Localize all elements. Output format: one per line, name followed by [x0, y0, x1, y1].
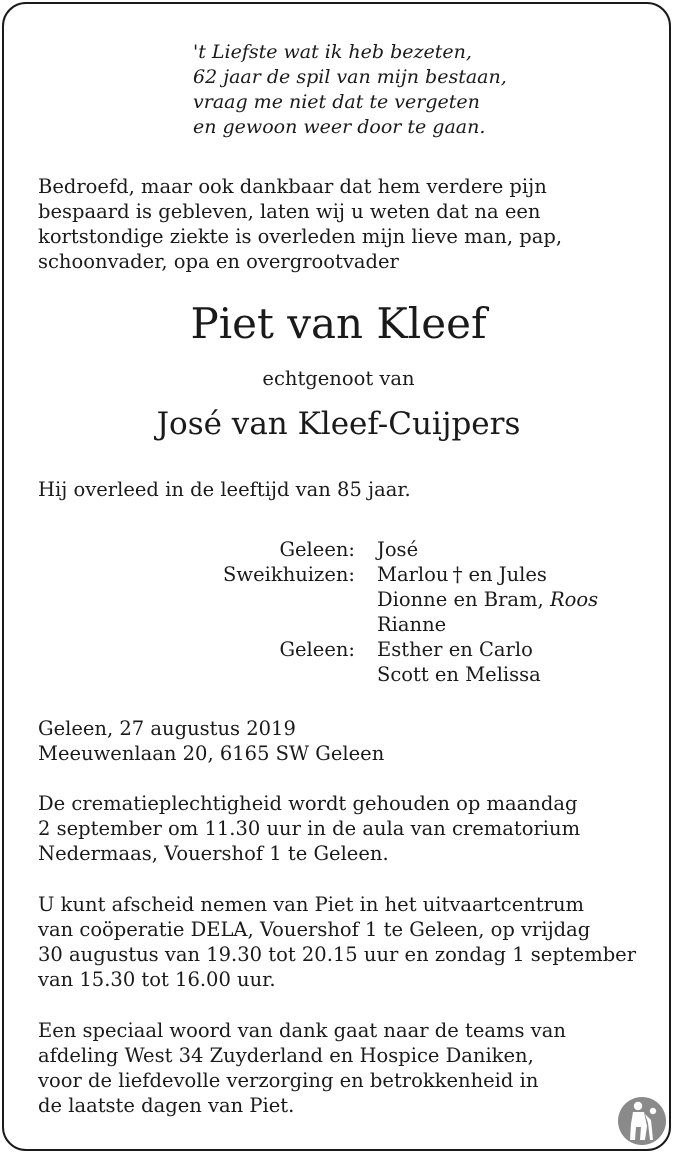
family-names: José: [377, 538, 419, 561]
thanks-line: afdeling West 34 Zuyderland en Hospice Daniken,: [38, 1044, 534, 1067]
family-place: Geleen:: [279, 638, 355, 661]
family-row: [0, 637, 677, 662]
ceremony-line: Nedermaas, Vouershof 1 te Geleen.: [38, 842, 389, 865]
cross-icon: †: [452, 562, 463, 586]
family-row: [0, 537, 677, 562]
poem: [193, 40, 507, 140]
family-row: [0, 612, 677, 637]
farewell-line: van 15.30 tot 16.00 uur.: [38, 968, 276, 991]
family-names: [377, 587, 598, 612]
address-line: Meeuwenlaan 20, 6165 SW Geleen: [38, 742, 385, 765]
intro-line: kortstondige ziekte is overleden mijn lieve man, pap,: [38, 225, 563, 248]
farewell-line: van coöperatie DELA, Vouershof 1 te Geleen, op vrijdag: [38, 918, 591, 941]
family-row: [0, 562, 677, 587]
place-date-line: Geleen, 27 augustus 2019: [38, 717, 296, 740]
ceremony-line: 2 september om 11.30 uur in de aula van crematorium: [38, 817, 581, 840]
relation-label: echtgenoot van: [262, 367, 415, 390]
intro-line: bespaard is gebleven, laten wij u weten dat na een: [38, 200, 541, 223]
family-name: en Jules: [468, 563, 547, 586]
ceremony-paragraph: [38, 791, 580, 866]
mourning-figure-icon: [617, 1096, 667, 1146]
family-place: Sweikhuizen:: [223, 563, 355, 586]
family-name-italic: Roos: [549, 588, 599, 611]
age-text: Hij overleed in de leeftijd van 85 jaar.: [38, 478, 411, 501]
intro-line: Bedroefd, maar ook dankbaar dat hem verdere pijn: [38, 175, 547, 198]
thanks-line: voor de liefdevolle verzorging en betrokkenheid in: [38, 1069, 539, 1092]
farewell-paragraph: [38, 892, 636, 992]
thanks-line: de laatste dagen van Piet.: [38, 1094, 295, 1117]
ceremony-line: De crematieplechtigheid wordt gehouden op maandag: [38, 792, 578, 815]
farewell-line: 30 augustus van 19.30 tot 20.15 uur en zondag 1 september: [38, 943, 637, 966]
family-row: [0, 587, 677, 612]
place-date: [38, 716, 384, 766]
poem-line: 62 jaar de spil van mijn bestaan,: [193, 66, 507, 88]
family-list: [0, 537, 677, 687]
family-names: Esther en Carlo: [377, 638, 533, 661]
thanks-paragraph: [38, 1018, 566, 1118]
intro-line: schoonvader, opa en overgrootvader: [38, 250, 399, 273]
deceased-name: Piet van Kleef: [190, 299, 487, 348]
family-name: Marlou: [377, 563, 449, 586]
spouse-name: José van Kleef-Cuijpers: [156, 406, 521, 442]
thanks-line: Een speciaal woord van dank gaat naar de teams van: [38, 1019, 566, 1042]
family-row: [0, 662, 677, 687]
poem-line: en gewoon weer door te gaan.: [193, 116, 486, 138]
poem-line: vraag me niet dat te vergeten: [193, 91, 480, 113]
family-names: [377, 562, 547, 587]
age-line: [38, 477, 411, 502]
intro-paragraph: [38, 174, 562, 274]
family-names: Scott en Melissa: [377, 663, 541, 686]
family-place: Geleen:: [279, 538, 355, 561]
poem-line: 't Liefste wat ik heb bezeten,: [193, 41, 472, 63]
farewell-line: U kunt afscheid nemen van Piet in het uitvaartcentrum: [38, 893, 585, 916]
family-name: Dionne en Bram,: [377, 588, 544, 611]
family-names: Rianne: [377, 613, 447, 636]
